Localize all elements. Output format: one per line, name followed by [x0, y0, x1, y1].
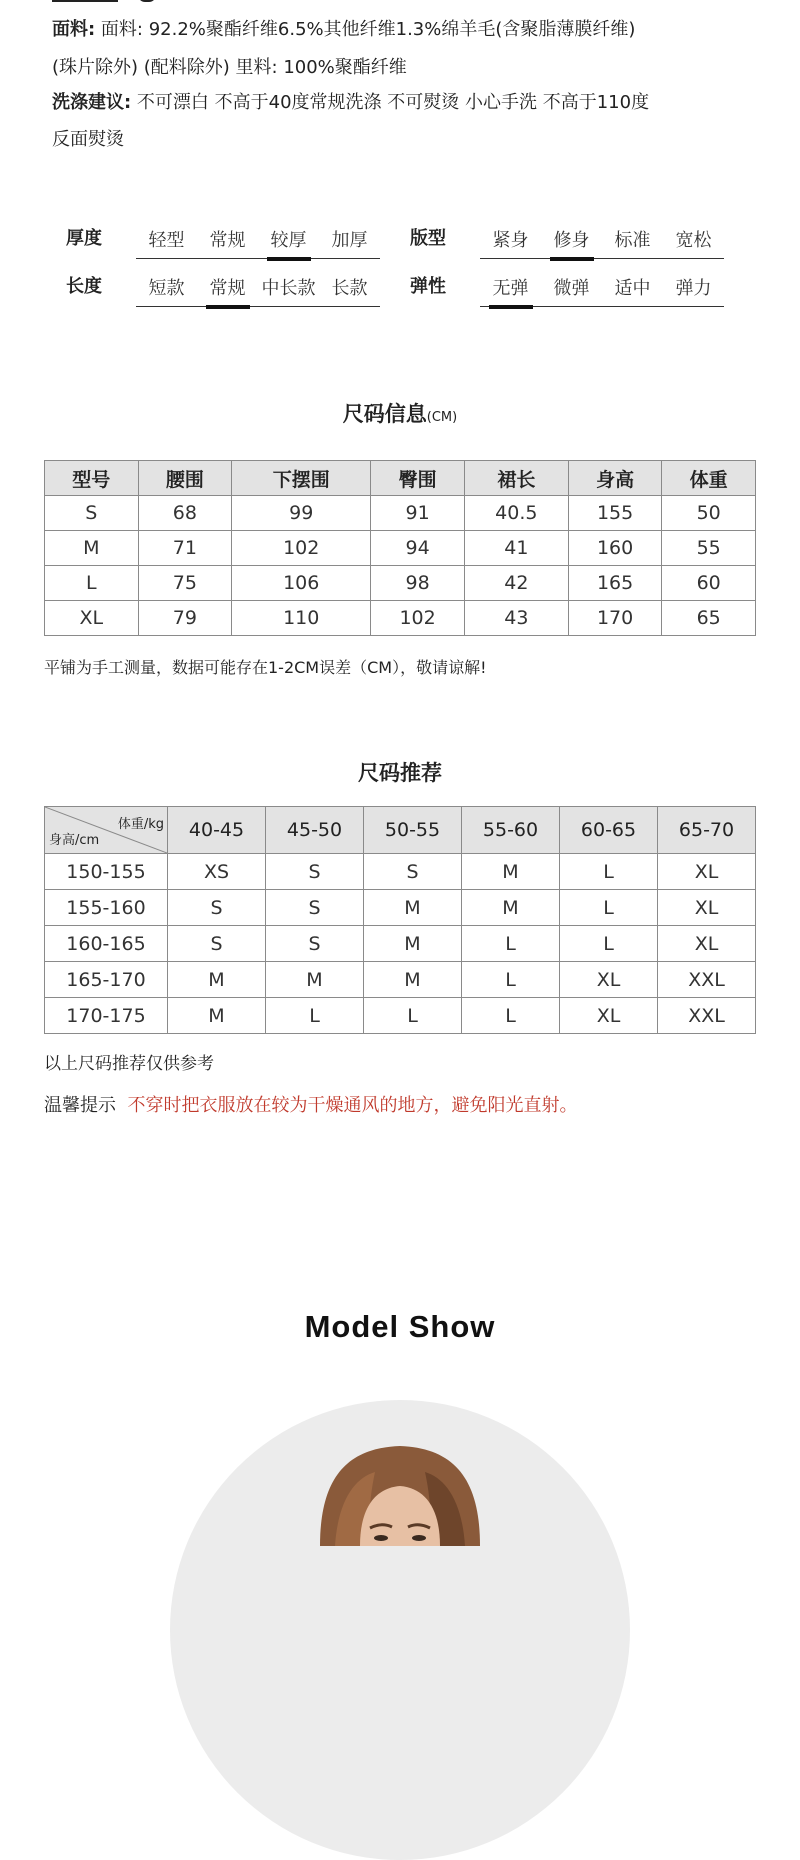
size-info-cell: 79: [138, 601, 232, 636]
size-info-cell: 102: [371, 601, 465, 636]
table-row: [45, 496, 756, 531]
size-info-header-cell: 裙长: [464, 461, 568, 496]
size-info-unit: (CM): [426, 410, 458, 425]
table-row: [45, 926, 756, 962]
size-rec-size-cell: M: [364, 926, 462, 962]
size-info-cell: 170: [568, 601, 662, 636]
care-tip-text: 不穿时把衣服放在较为干燥通风的地方，避免阳光直射。: [127, 1095, 578, 1116]
size-rec-height-cell: 150-155: [45, 854, 168, 890]
table-row: [45, 601, 756, 636]
size-info-cell: 106: [232, 566, 371, 601]
size-info-cell: 68: [138, 496, 232, 531]
size-rec-corner-cell: [45, 807, 168, 854]
size-rec-size-cell: S: [168, 890, 266, 926]
fit-options: [480, 226, 724, 259]
size-rec-size-cell: L: [462, 926, 560, 962]
elasticity-option-selected: 无弹: [480, 274, 541, 306]
size-info-header-cell: 体重: [662, 461, 756, 496]
table-row: [45, 890, 756, 926]
size-rec-weight-cell: 55-60: [462, 807, 560, 854]
care-tip: [44, 1091, 577, 1117]
table-row: [45, 566, 756, 601]
thickness-option: 常规: [209, 230, 246, 251]
size-rec-size-cell: L: [560, 926, 658, 962]
elasticity-option: 适中: [614, 278, 651, 299]
size-rec-weight-cell: 50-55: [364, 807, 462, 854]
size-rec-size-cell: L: [462, 962, 560, 998]
size-rec-size-cell: XL: [560, 998, 658, 1034]
size-info-cell: 102: [232, 531, 371, 566]
size-info-cell: 71: [138, 531, 232, 566]
elasticity-option: 微弹: [553, 278, 590, 299]
size-rec-size-cell: M: [168, 962, 266, 998]
length-option: 中长款: [261, 278, 316, 299]
size-info-header-cell: 身高: [568, 461, 662, 496]
size-rec-size-cell: S: [168, 926, 266, 962]
size-info-table: [44, 460, 756, 636]
length-options: [136, 274, 380, 307]
thickness-option: 轻型: [148, 230, 185, 251]
size-info-cell: 110: [232, 601, 371, 636]
table-row: [45, 854, 756, 890]
table-row: [45, 998, 756, 1034]
size-info-cell: 55: [662, 531, 756, 566]
size-rec-height-cell: 160-165: [45, 926, 168, 962]
size-info-cell: 98: [371, 566, 465, 601]
size-info-cell: 60: [662, 566, 756, 601]
size-rec-size-cell: XL: [658, 854, 756, 890]
size-rec-size-cell: M: [168, 998, 266, 1034]
size-info-cell: 94: [371, 531, 465, 566]
wash-label: 洗涤建议:: [52, 92, 132, 113]
size-info-cell: 43: [464, 601, 568, 636]
size-rec-size-cell: M: [462, 890, 560, 926]
table-row: [45, 531, 756, 566]
size-rec-size-cell: M: [266, 962, 364, 998]
thickness-option: 加厚: [331, 230, 368, 251]
fabric-text: 面料: 92.2%聚酯纤维6.5%其他纤维1.3%绵羊毛(含聚脂薄膜纤维): [95, 19, 636, 40]
thickness-option-selected: 较厚: [258, 226, 319, 258]
size-rec-size-cell: M: [364, 962, 462, 998]
wash-line-2: 反面熨烫: [52, 129, 124, 150]
corner-weight-label: 体重/kg: [117, 817, 164, 832]
size-rec-size-cell: XL: [658, 890, 756, 926]
corner-diagonal: [45, 807, 167, 853]
size-info-cell: 50: [662, 496, 756, 531]
length-label: 长度: [66, 276, 102, 297]
size-rec-size-cell: L: [364, 998, 462, 1034]
fit-option-selected: 修身: [541, 226, 602, 258]
size-rec-weight-cell: 65-70: [658, 807, 756, 854]
size-rec-height-cell: 165-170: [45, 962, 168, 998]
size-rec-size-cell: XS: [168, 854, 266, 890]
fabric-line: [52, 17, 635, 43]
size-rec-size-cell: M: [364, 890, 462, 926]
size-info-cell: 160: [568, 531, 662, 566]
length-option: 短款: [148, 278, 185, 299]
size-rec-size-cell: S: [266, 926, 364, 962]
fabric-label: 面料:: [52, 19, 96, 40]
size-info-cell: 91: [371, 496, 465, 531]
size-rec-size-cell: L: [560, 854, 658, 890]
model-show-title: Model Show: [304, 1309, 496, 1344]
fit-option: 宽松: [675, 230, 712, 251]
length-option-selected: 常规: [197, 274, 258, 306]
size-rec-size-cell: S: [364, 854, 462, 890]
size-info-cell: 75: [138, 566, 232, 601]
elasticity-label: 弹性: [410, 276, 446, 297]
size-rec-size-cell: S: [266, 854, 364, 890]
table-row: [45, 962, 756, 998]
size-rec-title: 尺码推荐: [358, 761, 442, 785]
size-info-title: [0, 398, 800, 428]
fit-label: 版型: [410, 228, 446, 249]
size-rec-weight-cell: 45-50: [266, 807, 364, 854]
size-info-cell: M: [45, 531, 139, 566]
size-rec-size-cell: XL: [560, 962, 658, 998]
size-rec-weight-cell: 60-65: [560, 807, 658, 854]
size-rec-size-cell: XXL: [658, 962, 756, 998]
model-photo: [170, 1400, 630, 1860]
size-rec-size-cell: L: [462, 998, 560, 1034]
size-rec-size-cell: XL: [658, 926, 756, 962]
model-head-illustration: [170, 1400, 630, 1546]
corner-height-label: 身高/cm: [49, 833, 100, 848]
size-info-header-row: [45, 461, 756, 496]
size-rec-size-cell: L: [266, 998, 364, 1034]
thickness-options: [136, 226, 380, 259]
size-info-cell: 65: [662, 601, 756, 636]
care-tip-label: 温馨提示: [44, 1095, 116, 1116]
size-rec-table: [44, 806, 756, 1034]
size-info-header-cell: 臀围: [371, 461, 465, 496]
size-rec-size-cell: L: [560, 890, 658, 926]
size-info-cell: XL: [45, 601, 139, 636]
length-option: 长款: [331, 278, 368, 299]
size-rec-size-cell: M: [462, 854, 560, 890]
wash-line: [52, 90, 649, 116]
size-rec-note: 以上尺码推荐仅供参考: [44, 1054, 214, 1074]
size-info-cell: S: [45, 496, 139, 531]
size-info-cell: 155: [568, 496, 662, 531]
size-info-cell: 99: [232, 496, 371, 531]
size-info-cell: 42: [464, 566, 568, 601]
thickness-label: 厚度: [66, 228, 102, 249]
size-rec-size-cell: XXL: [658, 998, 756, 1034]
size-rec-size-cell: S: [266, 890, 364, 926]
size-rec-weight-cell: 40-45: [168, 807, 266, 854]
fit-option: 标准: [614, 230, 651, 251]
cropped-heading-fragment: [52, 0, 172, 2]
size-info-header-cell: 型号: [45, 461, 139, 496]
size-info-header-cell: 腰围: [138, 461, 232, 496]
elasticity-option: 弹力: [675, 278, 712, 299]
size-info-cell: 165: [568, 566, 662, 601]
size-rec-header-row: [45, 807, 756, 854]
size-rec-height-cell: 155-160: [45, 890, 168, 926]
fit-option: 紧身: [492, 230, 529, 251]
size-info-cell: 40.5: [464, 496, 568, 531]
size-info-header-cell: 下摆围: [232, 461, 371, 496]
size-info-note: 平铺为手工测量，数据可能存在1-2CM误差（CM），敬请谅解!: [44, 658, 487, 677]
fabric-line-2: (珠片除外) (配料除外) 里料: 100%聚酯纤维: [52, 57, 407, 78]
size-rec-height-cell: 170-175: [45, 998, 168, 1034]
wash-text: 不可漂白 不高于40度常规洗涤 不可熨烫 小心手洗 不高于110度: [131, 92, 650, 113]
size-info-cell: 41: [464, 531, 568, 566]
size-info-title-text: 尺码信息: [342, 402, 427, 426]
elasticity-options: [480, 274, 724, 307]
size-info-cell: L: [45, 566, 139, 601]
